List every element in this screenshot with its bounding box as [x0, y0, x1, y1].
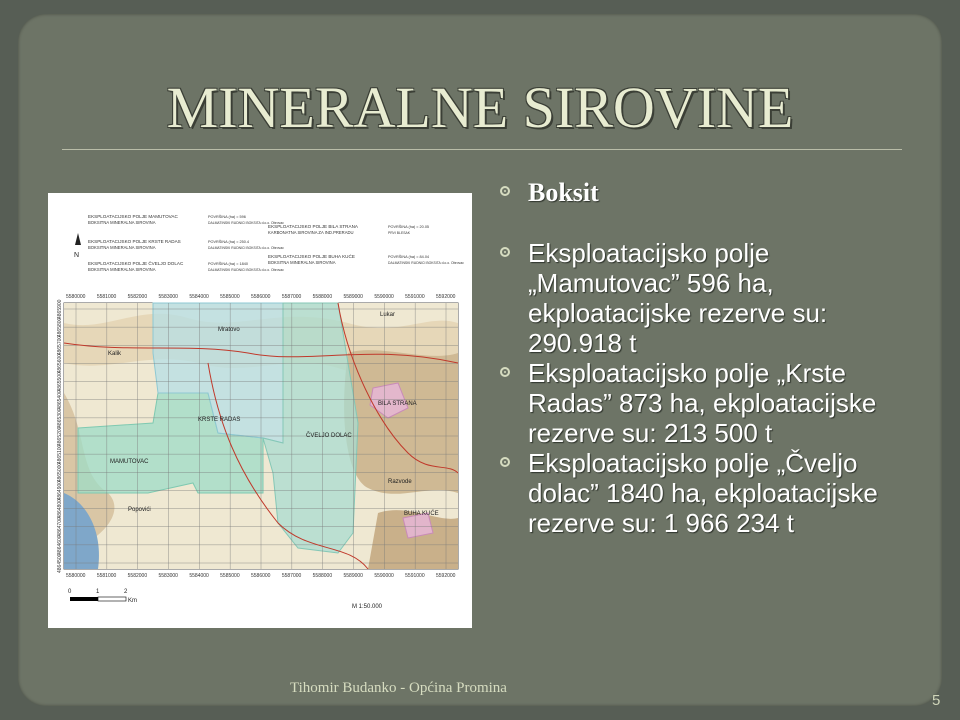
legend-owner: PRVI BLESAK — [388, 231, 410, 235]
x-tick-label: 5589000 — [343, 573, 363, 579]
scale-bar — [68, 589, 383, 610]
legend-title: EKSPLOATACIJSKO POLJE BUHA KUĆE — [268, 254, 355, 259]
y-tick-label: 4865100 — [57, 444, 63, 465]
legend-area: POVRŠINA (ha) = 20.05 — [388, 225, 430, 229]
x-tick-label: 5592000 — [436, 294, 456, 300]
legend-title: EKSPLOATACIJSKO POLJE MAMUTOVAC — [88, 214, 178, 219]
slide-title: MINERALNE SIROVINE — [166, 75, 794, 140]
x-tick-label: 5592000 — [436, 573, 456, 579]
x-tick-label: 5583000 — [158, 294, 178, 300]
y-tick-label: 4864800 — [57, 499, 63, 519]
place-label: Mratovo — [218, 327, 240, 333]
x-tick-label: 5585000 — [220, 294, 240, 300]
y-tick-label: 4865900 — [57, 299, 63, 319]
x-tick-label: 5589000 — [343, 294, 363, 300]
place-label: KRSTE RADAS — [198, 417, 241, 423]
bullet-text: Eksploatacijsko polje „Čveljo dolac” 1840 ha, ekploatacijske rezerve su: 1 966 234 t — [528, 448, 878, 538]
footer-text: Tihomir Budanko - Općina Promina — [290, 680, 507, 696]
bullet-icon — [500, 457, 510, 467]
y-tick-label: 4864700 — [57, 517, 63, 537]
legend-subtitle: KARBONATNA SIROVINA ZA IND.PRERADU — [268, 230, 354, 235]
x-tick-label: 5585000 — [220, 573, 240, 579]
bullet-text: Eksploatacijsko polje „Krste Radas” 873 ha, ekploatacijske rezerve su: 213 500 t — [528, 358, 877, 448]
north-arrow-icon — [74, 233, 81, 259]
x-tick-label: 5584000 — [189, 573, 209, 579]
bullet-text: Eksploatacijsko polje „Mamutovac” 596 ha, ekploatacijske rezerve su: 290.918 t — [528, 238, 828, 358]
x-tick-label: 5587000 — [281, 573, 302, 579]
place-label: BILA STRANA — [378, 401, 417, 407]
x-tick-label: 5581000 — [96, 573, 117, 579]
x-tick-label: 5586000 — [251, 573, 271, 579]
map-legend — [88, 214, 464, 272]
legend-subtitle: BOKSITNA MINERALNA SIROVINA — [88, 220, 156, 225]
svg-text:N: N — [74, 252, 80, 259]
svg-text:2: 2 — [124, 589, 128, 595]
y-tick-label: 4865800 — [57, 317, 63, 338]
legend-owner: DALMATINSKI RUDNICI BOKSITA d.o.o. Obrovac — [208, 268, 284, 272]
place-label: BUHA KUĆE — [404, 511, 439, 517]
bullet-item — [500, 177, 920, 208]
x-tick-label: 5591000 — [405, 573, 425, 579]
x-tick-labels-bottom — [66, 573, 456, 579]
bullet-item — [500, 448, 920, 538]
x-tick-label: 5590000 — [374, 573, 394, 579]
place-label: Lukar — [380, 312, 396, 318]
y-tick-label: 4865500 — [57, 372, 63, 392]
legend-owner: DALMATINSKI RUDNICI BOKSITA d.o.o. Obrovac — [208, 246, 284, 250]
place-label: MAMUTOVAC — [110, 459, 149, 465]
svg-text:0: 0 — [68, 589, 72, 595]
y-tick-labels — [57, 299, 63, 573]
x-tick-label: 5581000 — [96, 294, 117, 300]
legend-owner: DALMATINSKI RUDNICI BOKSITA d.o.o. Obrovac — [388, 261, 464, 265]
bullet-item — [500, 238, 920, 358]
legend-area: POVRŠINA (ha) = 1840 — [208, 262, 248, 266]
bullet-text: Boksit — [528, 178, 599, 207]
place-label: Kalik — [108, 351, 122, 357]
place-label: Popovići — [128, 507, 151, 513]
x-tick-label: 5586000 — [251, 294, 271, 300]
y-tick-label: 4865600 — [57, 353, 63, 374]
svg-text:Km: Km — [128, 598, 137, 604]
map-svg — [48, 193, 472, 628]
place-label: Razvode — [388, 479, 412, 485]
legend-title: EKSPLOATACIJSKO POLJE KRSTE RADAS — [88, 239, 181, 244]
x-tick-label: 5588000 — [312, 573, 333, 579]
x-tick-label: 5590000 — [374, 294, 394, 300]
x-tick-label: 5583000 — [158, 573, 178, 579]
legend-subtitle: BOKSITNA MINERALNA SIROVINA — [88, 245, 156, 250]
legend-title: EKSPLOATACIJSKO POLJE BILA STRANA — [268, 224, 358, 229]
bullet-list — [500, 177, 920, 538]
y-tick-label: 4865200 — [57, 426, 63, 446]
x-tick-label: 5584000 — [189, 294, 209, 300]
legend-subtitle: BOKSITNA MINERALNA SIROVINA — [88, 267, 156, 272]
y-tick-label: 4865000 — [57, 462, 63, 483]
bullet-item — [500, 358, 920, 448]
title-divider — [62, 149, 902, 150]
legend-area: POVRŠINA (ha) = 250.4 — [208, 240, 250, 244]
y-tick-label: 4864500 — [57, 553, 63, 573]
map-image — [48, 193, 472, 628]
x-tick-label: 5587000 — [281, 294, 302, 300]
y-tick-label: 4865300 — [57, 408, 63, 428]
x-tick-label: 5580000 — [66, 573, 86, 579]
legend-area: POVRŠINA (ha) = 84.04 — [388, 255, 430, 259]
bullet-icon — [500, 367, 510, 377]
x-tick-label: 5580000 — [66, 294, 86, 300]
legend-owner: DALMATINSKI RUDNICI BOKSITA d.o.o. Obrovac — [208, 221, 284, 225]
legend-subtitle: BOKSITNA MINERALNA SIROVINA — [268, 260, 336, 265]
y-tick-label: 4865400 — [57, 390, 63, 410]
legend-area: POVRŠINA (ha) = 596 — [208, 215, 246, 219]
svg-text:M 1:50.000: M 1:50.000 — [352, 604, 383, 610]
svg-text:1: 1 — [96, 589, 100, 595]
y-tick-label: 4864600 — [57, 535, 63, 555]
page-number: 5 — [932, 692, 941, 709]
x-tick-label: 5582000 — [127, 573, 148, 579]
x-tick-label: 5588000 — [312, 294, 333, 300]
bullet-icon — [500, 247, 510, 257]
y-tick-label: 4865700 — [57, 335, 63, 356]
place-label: ČVELJO DOLAC — [306, 433, 352, 439]
legend-title: EKSPLOATACIJSKO POLJE ČVELJO DOLAC — [88, 261, 184, 266]
x-tick-labels-top — [66, 294, 456, 300]
x-tick-label: 5582000 — [127, 294, 148, 300]
x-tick-label: 5591000 — [405, 294, 425, 300]
bullet-icon — [500, 186, 510, 196]
y-tick-label: 4864900 — [57, 480, 63, 501]
